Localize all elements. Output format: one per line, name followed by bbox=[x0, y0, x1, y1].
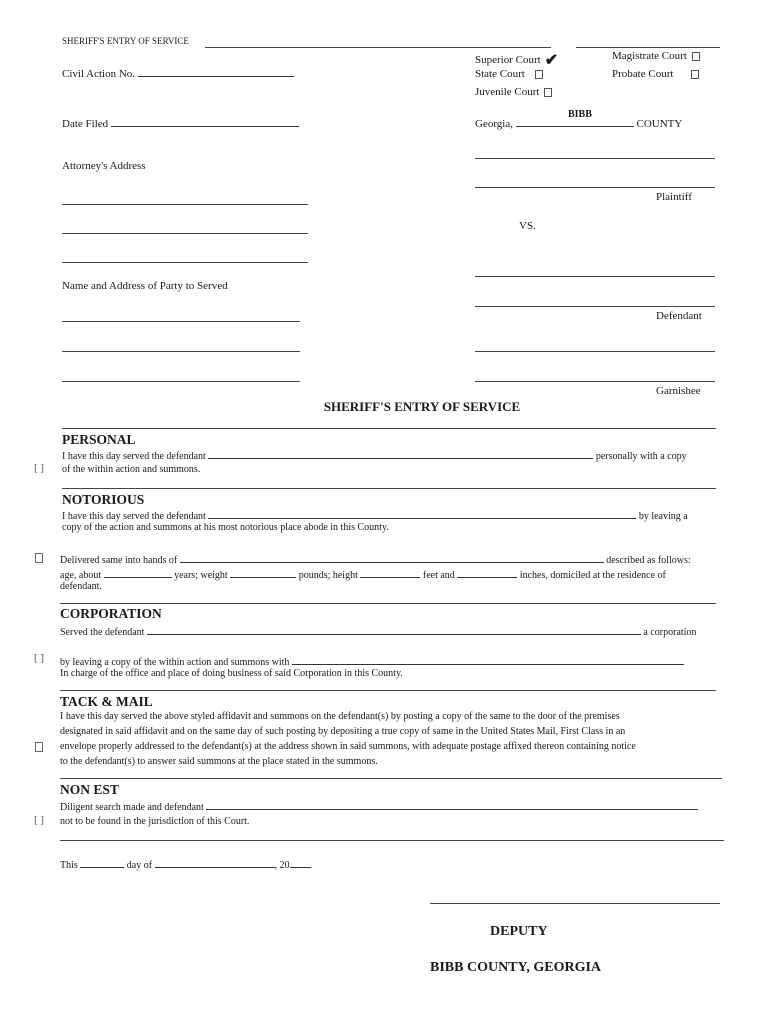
non-est-defendant-field[interactable] bbox=[206, 799, 698, 810]
plaintiff-line-2[interactable] bbox=[475, 187, 715, 188]
court-juvenile-label: Juvenile Court bbox=[475, 86, 540, 98]
court-magistrate-label: Magistrate Court bbox=[612, 50, 687, 62]
vs-label: VS. bbox=[519, 220, 536, 232]
checkbox-icon[interactable] bbox=[544, 88, 552, 97]
non-est-heading: NON EST bbox=[60, 782, 119, 797]
party-served-label: Name and Address of Party to Served bbox=[62, 280, 228, 292]
corporation-line-3: In charge of the office and place of doing business of said Corporation in this County. bbox=[60, 668, 403, 679]
personal-line-1-end: personally with a copy bbox=[595, 451, 687, 462]
county-value[interactable]: BIBB bbox=[568, 109, 592, 120]
non-est-line-1-start: Diligent search made and defendant bbox=[60, 802, 204, 813]
header-rule-left bbox=[205, 47, 551, 48]
notorious-defendant-end: defendant. bbox=[60, 581, 102, 592]
personal-line-1-start: I have this day served the defendant bbox=[62, 451, 206, 462]
height-feet-field[interactable] bbox=[360, 567, 420, 578]
checkmark-icon: ✔ bbox=[544, 52, 559, 69]
header-rule-right bbox=[576, 47, 720, 48]
court-probate[interactable] bbox=[612, 68, 699, 80]
date-filed-row bbox=[62, 116, 299, 130]
party-served-line-3[interactable] bbox=[62, 381, 300, 382]
form-tag bbox=[62, 36, 189, 46]
defendant-line-2[interactable] bbox=[475, 306, 715, 307]
tack-mail-rule bbox=[60, 778, 722, 779]
checkbox-icon[interactable] bbox=[691, 70, 699, 79]
notorious-line-1-start: I have this day served the defendant bbox=[62, 511, 206, 522]
defendant-label: Defendant bbox=[656, 310, 702, 322]
garnishee-label: Garnishee bbox=[656, 385, 701, 397]
county-row bbox=[475, 116, 682, 130]
date-filed-label: Date Filed bbox=[62, 118, 109, 130]
tack-mail-line-2: designated in said affidavit and on the same day of such posting by depositing a true copy of same in the United States Mail, First Class in an bbox=[60, 726, 626, 737]
checkbox-icon[interactable] bbox=[535, 70, 543, 79]
weight-field[interactable] bbox=[230, 567, 296, 578]
date-period: . bbox=[309, 860, 313, 871]
attorney-address-line-1[interactable] bbox=[62, 204, 308, 205]
year-prefix: , 20 bbox=[274, 860, 290, 871]
tack-mail-line-4: to the defendant(s) to answer said summons at the place stated in the summons. bbox=[60, 756, 378, 767]
county-label: COUNTY bbox=[636, 118, 683, 130]
corporation-line-2 bbox=[60, 654, 684, 668]
corporation-heading: CORPORATION bbox=[60, 606, 162, 621]
corporation-defendant-field[interactable] bbox=[147, 624, 641, 635]
court-superior[interactable] bbox=[475, 50, 558, 70]
corporation-agent-field[interactable] bbox=[292, 654, 684, 665]
day-of-label: day of bbox=[126, 860, 153, 871]
county-field[interactable] bbox=[516, 116, 634, 127]
court-probate-label: Probate Court bbox=[612, 68, 674, 80]
tack-mail-checkbox[interactable] bbox=[35, 742, 43, 752]
non-est-rule bbox=[60, 840, 724, 841]
date-line bbox=[60, 857, 312, 871]
age-about-label: age, about bbox=[60, 570, 102, 581]
personal-line-1 bbox=[62, 448, 687, 462]
notorious-line-2: copy of the action and summons at his most notorious place abode in this County. bbox=[62, 522, 389, 533]
county-state-label: BIBB COUNTY, GEORGIA bbox=[430, 960, 602, 975]
tack-mail-line-3: envelope properly addressed to the defendant(s) at the address shown in said summons, with adequate postage affixed thereon containing notice bbox=[60, 741, 636, 752]
court-juvenile[interactable] bbox=[475, 86, 552, 98]
georgia-label: Georgia, bbox=[475, 118, 513, 130]
personal-checkbox[interactable]: [ ] bbox=[34, 462, 45, 474]
non-est-line-1 bbox=[60, 799, 698, 813]
corporation-line-1-start: Served the defendant bbox=[60, 627, 145, 638]
attorney-address-line-3[interactable] bbox=[62, 262, 308, 263]
personal-heading: PERSONAL bbox=[62, 432, 136, 447]
civil-action-row bbox=[62, 66, 294, 80]
description-line bbox=[60, 567, 666, 581]
delivered-to-field[interactable] bbox=[180, 552, 604, 563]
notorious-line-1 bbox=[62, 508, 688, 522]
form-tag-text: SHERIFF'S ENTRY OF SERVICE bbox=[62, 36, 189, 46]
day-field[interactable] bbox=[80, 857, 124, 868]
inches-label: inches, domiciled at the residence of bbox=[519, 570, 666, 581]
non-est-line-2: not to be found in the jurisdiction of this Court. bbox=[60, 816, 250, 827]
notorious-defendant-field[interactable] bbox=[208, 508, 636, 519]
court-magistrate[interactable] bbox=[612, 50, 700, 62]
court-state-label: State Court bbox=[475, 68, 525, 80]
corporation-line-2-start: by leaving a copy of the within action and summons with bbox=[60, 657, 290, 668]
title-rule bbox=[62, 428, 716, 429]
personal-line-2: of the within action and summons. bbox=[62, 464, 201, 475]
height-inches-field[interactable] bbox=[457, 567, 517, 578]
defendant-line-1[interactable] bbox=[475, 276, 715, 277]
garnishee-line-1[interactable] bbox=[475, 351, 715, 352]
tack-mail-heading: TACK & MAIL bbox=[60, 694, 153, 709]
years-weight-label: years; weight bbox=[174, 570, 228, 581]
corporation-rule bbox=[60, 690, 716, 691]
corporation-checkbox[interactable]: [ ] bbox=[34, 652, 45, 664]
delivered-start: Delivered same into hands of bbox=[60, 555, 178, 566]
court-superior-label: Superior Court bbox=[475, 54, 541, 66]
delivered-end: described as follows: bbox=[606, 555, 691, 566]
personal-defendant-field[interactable] bbox=[208, 448, 593, 459]
plaintiff-line-1[interactable] bbox=[475, 158, 715, 159]
date-filed-field[interactable] bbox=[111, 116, 299, 127]
personal-rule bbox=[62, 488, 716, 489]
feet-and-label: feet and bbox=[422, 570, 455, 581]
corporation-line-1-end: a corporation bbox=[643, 627, 697, 638]
party-served-line-2[interactable] bbox=[62, 351, 300, 352]
notorious-rule bbox=[60, 603, 716, 604]
plaintiff-label: Plaintiff bbox=[656, 191, 692, 203]
attorney-address-line-2[interactable] bbox=[62, 233, 308, 234]
signature-line[interactable] bbox=[430, 903, 720, 904]
civil-action-label: Civil Action No. bbox=[62, 68, 136, 80]
tack-mail-line-1: I have this day served the above styled affidavit and summons on the defendant(s) by posting a copy of the same to the door of the premises bbox=[60, 711, 620, 722]
non-est-checkbox[interactable]: [ ] bbox=[34, 814, 45, 826]
party-served-line-1[interactable] bbox=[62, 321, 300, 322]
corporation-line-1 bbox=[60, 624, 696, 638]
this-label: This bbox=[60, 860, 78, 871]
main-title: SHERIFF'S ENTRY OF SERVICE bbox=[323, 399, 521, 414]
month-field[interactable] bbox=[155, 857, 275, 868]
delivered-line bbox=[60, 552, 691, 566]
year-field[interactable] bbox=[290, 857, 310, 868]
checkbox-icon[interactable] bbox=[692, 52, 700, 61]
garnishee-line-2[interactable] bbox=[475, 381, 715, 382]
court-state[interactable] bbox=[475, 68, 543, 80]
age-field[interactable] bbox=[104, 567, 172, 578]
notorious-line-1-end: by leaving a bbox=[638, 511, 688, 522]
notorious-heading: NOTORIOUS bbox=[62, 492, 145, 507]
deputy-label: DEPUTY bbox=[490, 924, 548, 939]
civil-action-field[interactable] bbox=[138, 66, 294, 77]
notorious-checkbox[interactable] bbox=[35, 553, 43, 563]
attorney-address-label: Attorney's Address bbox=[62, 160, 146, 172]
pounds-height-label: pounds; height bbox=[298, 570, 358, 581]
